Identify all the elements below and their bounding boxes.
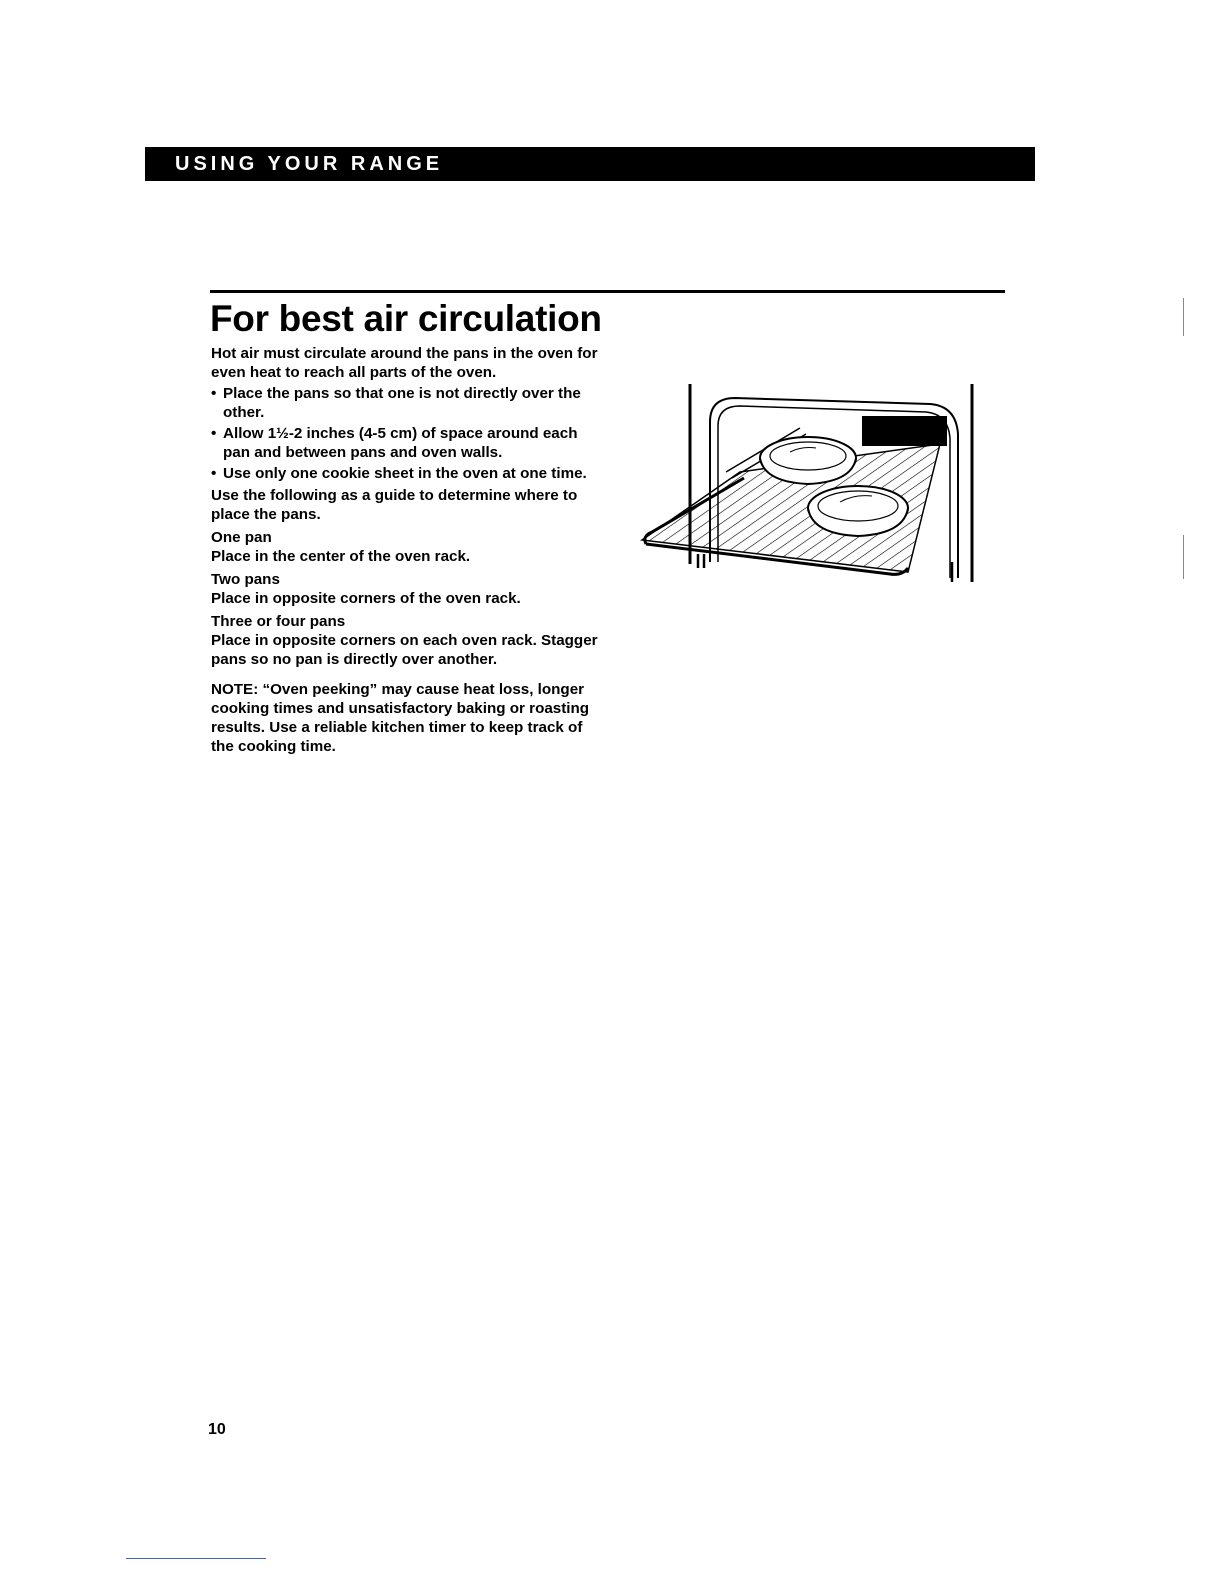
- note-label: NOTE:: [211, 681, 259, 698]
- guide-paragraph: Use the following as a guide to determine where to place the pans.: [211, 487, 578, 523]
- placement-text-one-pan: Place in the center of the oven rack.: [211, 548, 471, 565]
- list-item: • Allow 1½-2 inches (4-5 cm) of space around each pan and between pans and oven walls.: [211, 424, 601, 462]
- list-item: • Use only one cookie sheet in the oven at one time.: [211, 464, 601, 483]
- page-number: 10: [208, 1421, 226, 1438]
- placement-heading-three-four-pans: Three or four pans: [211, 613, 346, 630]
- intro-paragraph: Hot air must circulate around the pans in the oven for even heat to reach all parts of the oven.: [211, 345, 598, 381]
- placement-heading-two-pans: Two pans: [211, 571, 280, 588]
- article-body: [211, 344, 601, 756]
- placement-text-three-four-pans: Place in opposite corners on each oven rack. Stagger pans so no pan is directly over another.: [211, 632, 598, 668]
- section-banner: [145, 147, 1035, 181]
- list-item: • Place the pans so that one is not directly over the other.: [211, 384, 601, 422]
- page-title: For best air circulation: [210, 298, 602, 339]
- note-text: “Oven peeking” may cause heat loss, longer cooking times and unsatisfactory baking or roasting results. Use a reliable kitchen timer to keep track of the cooking time.: [211, 681, 590, 755]
- title-rule: [210, 290, 1005, 293]
- tips-list: [211, 384, 601, 483]
- placement-heading-one-pan: One pan: [211, 529, 272, 546]
- note-paragraph: [211, 680, 601, 756]
- oven-rack-with-two-pans-illustration: [640, 382, 980, 587]
- scan-mark: [1183, 535, 1184, 579]
- scan-mark: [1183, 298, 1184, 336]
- scan-underline-mark: [126, 1558, 266, 1559]
- placement-text-two-pans: Place in opposite corners of the oven rack.: [211, 590, 521, 607]
- section-title: USING YOUR RANGE: [175, 153, 444, 175]
